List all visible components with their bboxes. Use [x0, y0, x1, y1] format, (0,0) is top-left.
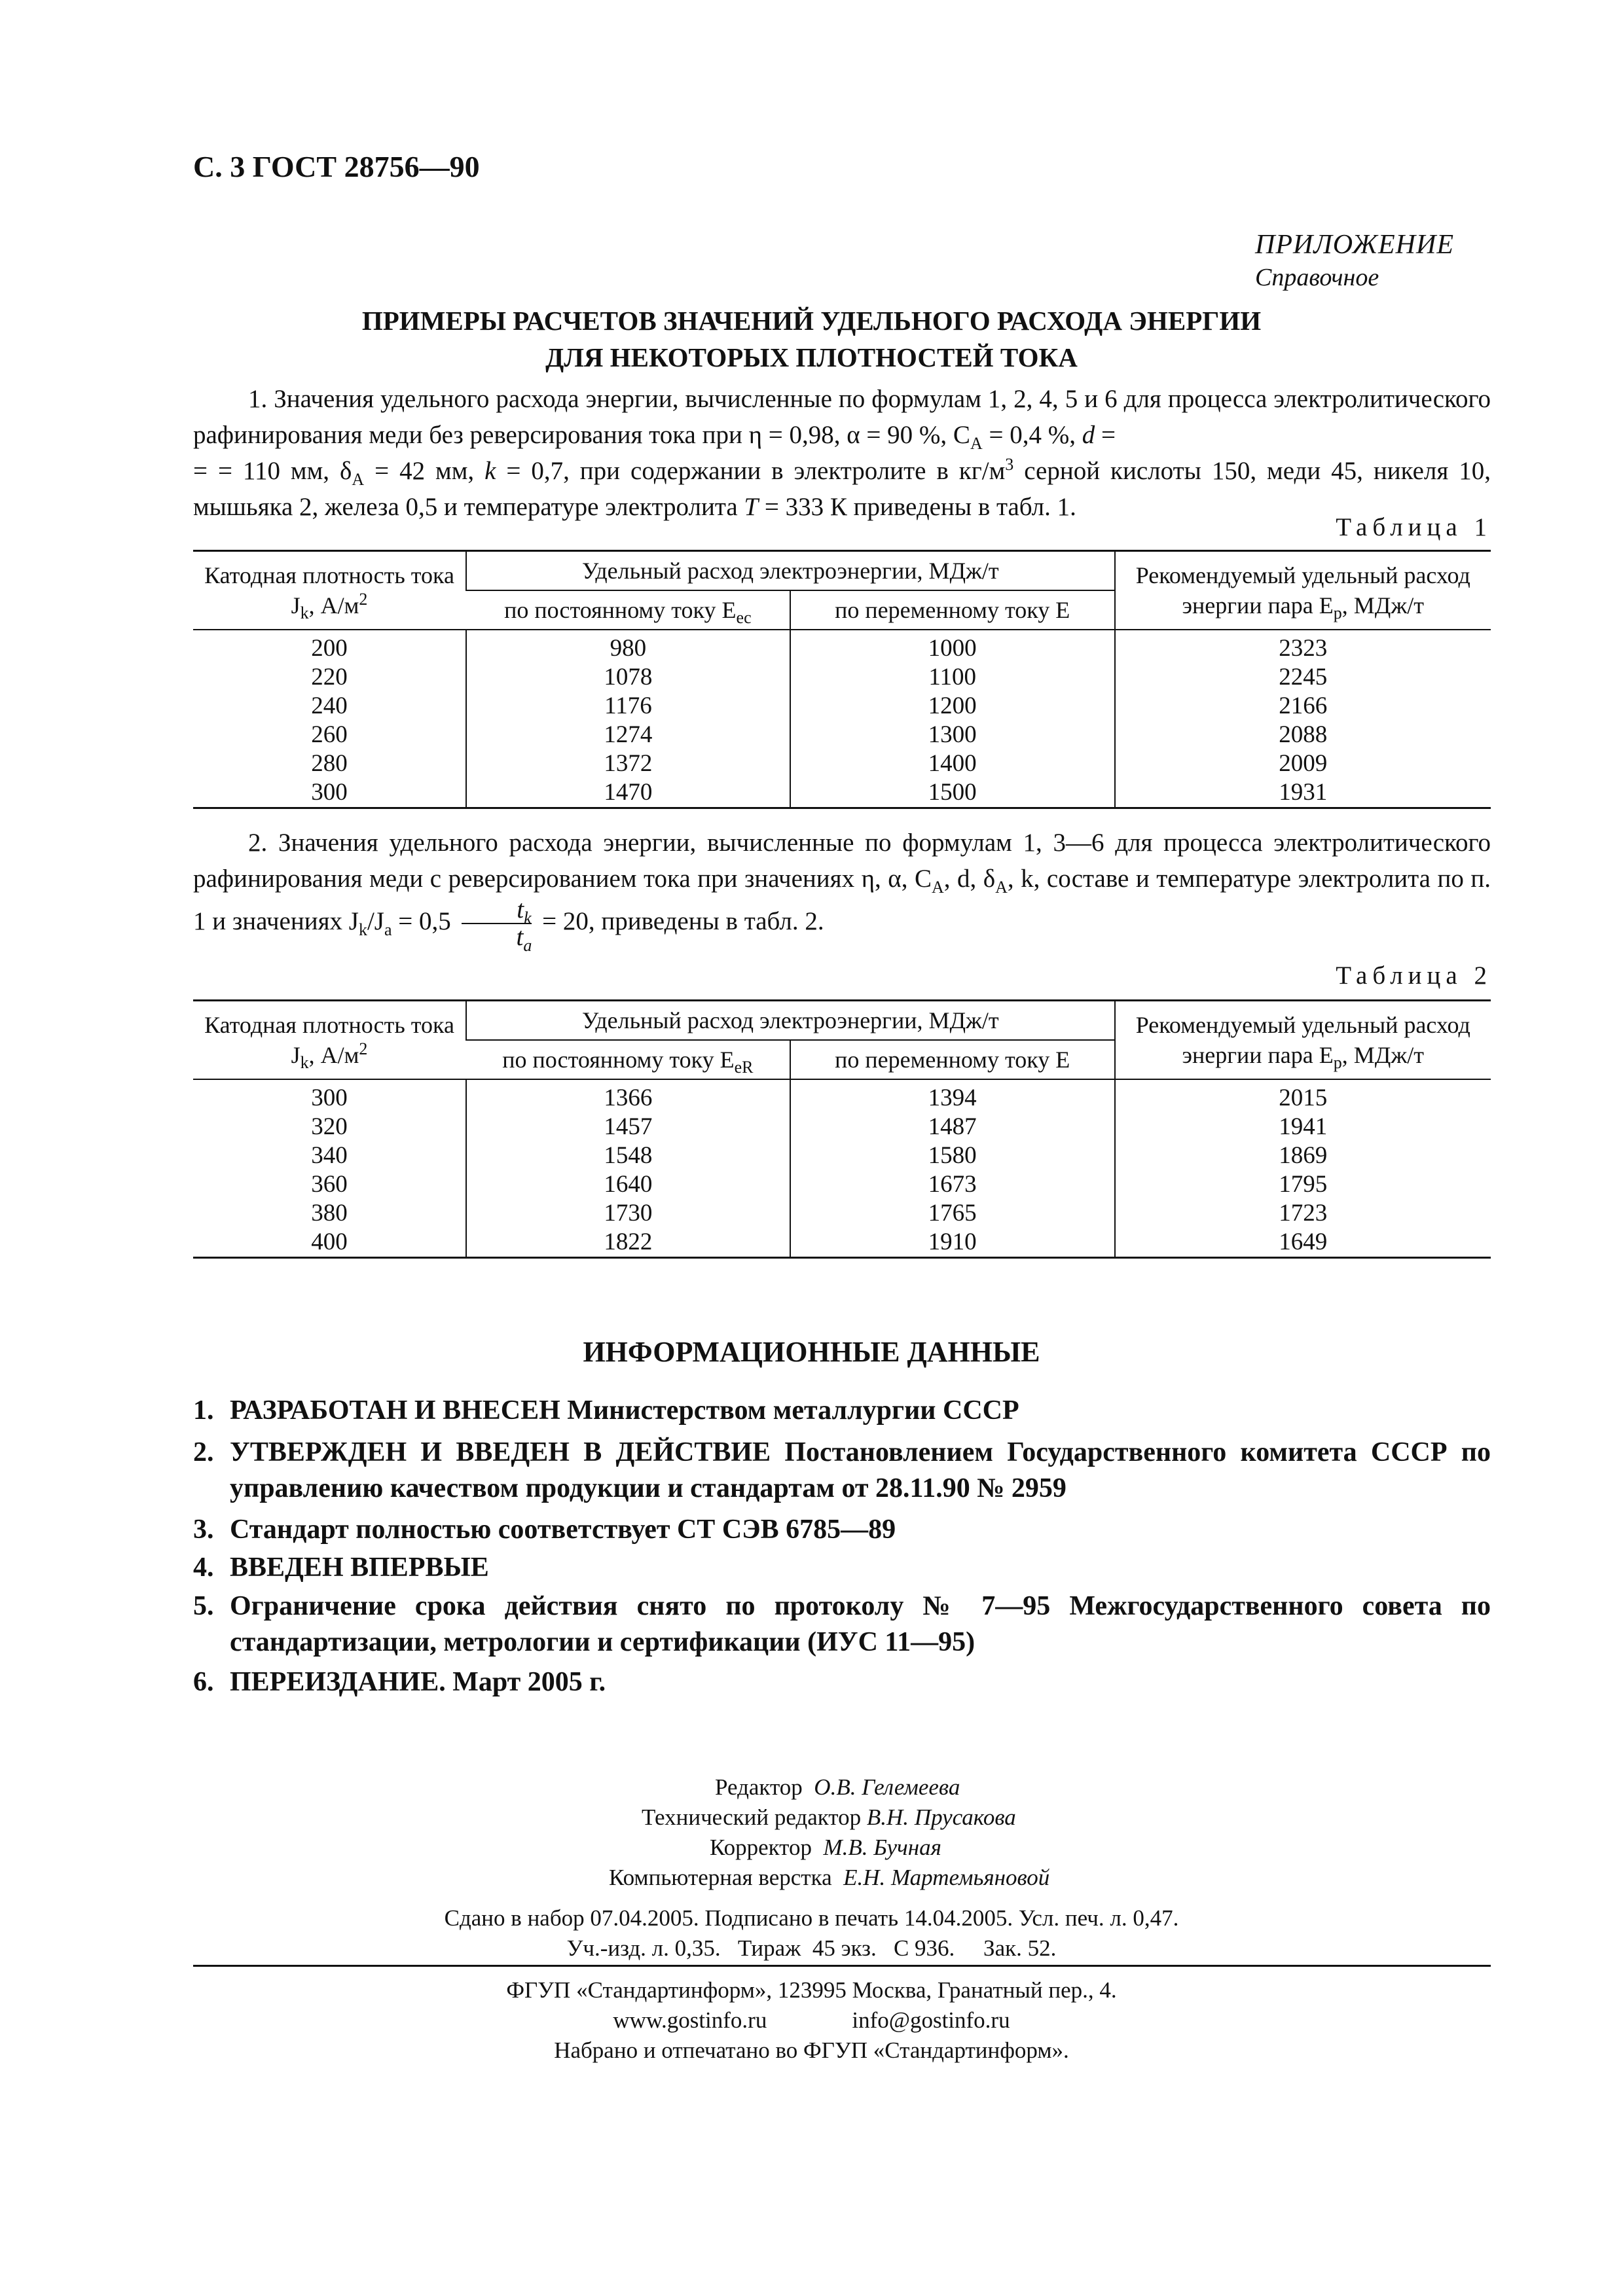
- table-2-group-header: Удельный расход электроэнергии, МДж/т: [466, 1001, 1115, 1041]
- table-cell: 1372: [466, 749, 790, 778]
- table-cell: 1730: [466, 1199, 790, 1228]
- table-cell: 1931: [1115, 778, 1491, 808]
- table-cell: 1394: [790, 1079, 1115, 1113]
- table-row: [193, 1079, 1491, 1113]
- table-row: [193, 1141, 1491, 1170]
- table-cell: 2009: [1115, 749, 1491, 778]
- table-2: [193, 999, 1491, 1259]
- table-cell: 1822: [466, 1228, 790, 1258]
- footer-rule: [193, 1965, 1491, 1967]
- table-2-sub-ac: по переменному току E: [790, 1040, 1115, 1079]
- publication-info: Сдано в набор 07.04.2005. Подписано в печать 14.04.2005. Усл. печ. л. 0,47. Уч.-изд. л. 0,35. Тираж 45 экз. С 936. Зак. 52.: [444, 1905, 1179, 1961]
- info-title: ИНФОРМАЦИОННЫЕ ДАННЫЕ: [583, 1336, 1040, 1368]
- table-cell: 1795: [1115, 1170, 1491, 1199]
- table-cell: 380: [311, 1200, 348, 1227]
- table-cell: 1274: [466, 721, 790, 749]
- table-cell: 2166: [1115, 692, 1491, 721]
- table-cell: 1910: [790, 1228, 1115, 1258]
- table-1-label: Таблица 1: [1336, 513, 1492, 541]
- table-cell: 2323: [1115, 630, 1491, 663]
- table-cell: 2015: [1115, 1079, 1491, 1113]
- table-row: [193, 663, 1491, 692]
- table-cell: 1941: [1115, 1113, 1491, 1141]
- table-row: [193, 1228, 1491, 1258]
- email-link[interactable]: info@gostinfo.ru: [852, 2007, 1010, 2033]
- title-line-2: ДЛЯ НЕКОТОРЫХ ПЛОТНОСТЕЙ ТОКА: [545, 342, 1078, 372]
- table-cell: 280: [311, 750, 348, 777]
- table-row: [193, 692, 1491, 721]
- table-cell: 1723: [1115, 1199, 1491, 1228]
- table-1: [193, 550, 1491, 809]
- info-item: 4. ВВЕДЕН ВПЕРВЫЕ: [193, 1552, 489, 1583]
- table-row: [193, 1113, 1491, 1141]
- page-header: С. 3 ГОСТ 28756—90: [193, 150, 480, 183]
- website-link[interactable]: www.gostinfo.ru: [613, 2007, 767, 2033]
- table-1-sub-dc: по постоянному току $E_{ec}$: [466, 590, 790, 630]
- table-1-col-steam: Рекомендуемый удельный расход энергии пара $E_р$, МДж/т: [1115, 551, 1491, 630]
- info-item: 5. Ограничение срока действия снято по протоколу № 7—95 Межгосударственного совета по стандартизации, метрологии и сертификации (ИУС 11—95): [193, 1591, 1491, 1657]
- table-1-sub-ac: по переменному току E: [790, 590, 1115, 630]
- appendix-kind: Справочное: [1255, 264, 1379, 291]
- table-row: [193, 749, 1491, 778]
- table-cell: 300: [311, 1085, 348, 1111]
- table-cell: 320: [311, 1113, 348, 1140]
- table-cell: 2245: [1115, 663, 1491, 692]
- table-cell: 1470: [466, 778, 790, 808]
- table-cell: 360: [311, 1171, 348, 1198]
- table-row: [193, 630, 1491, 663]
- section-1-paragraph: 1. Значения удельного расхода энергии, вычисленные по формулам 1, 2, 4, 5 и 6 для процесса электролитического рафинирования меди без реверсирования тока при η = 0,98, α = 90 %, $C_A = 0,4$ %, d = = = 110 мм, $\delta_A = 42$ мм, k = 0,7, при содержании в электролите в $кг/м^3$ серной кислоты 150, меди 45, никеля 10, мышьяка 2, железа 0,5 и температуре электролита T = 333 К приведены в табл. 1.: [193, 385, 1491, 521]
- table-cell: 1176: [466, 692, 790, 721]
- table-2-col-steam: Рекомендуемый удельный расход энергии пара $E_р$, МДж/т: [1115, 1001, 1491, 1080]
- table-cell: 1548: [466, 1141, 790, 1170]
- table-cell: 1300: [790, 721, 1115, 749]
- publisher-footer: ФГУП «Стандартинформ», 123995 Москва, Гранатный пер., 4. www.gostinfo.ru info@gostinfo.ru Набрано и отпечатано во ФГУП «Стандартинформ».: [506, 1977, 1117, 2063]
- table-2-col-current-density: Катодная плотность тока $J_k$, $А/м^2$: [193, 1001, 466, 1080]
- appendix-title: ПРИЛОЖЕНИЕ: [1255, 230, 1454, 260]
- table-row: [193, 721, 1491, 749]
- table-cell: 1200: [790, 692, 1115, 721]
- table-row: [193, 1170, 1491, 1199]
- table-row: [193, 1199, 1491, 1228]
- title-line-1: ПРИМЕРЫ РАСЧЕТОВ ЗНАЧЕНИЙ УДЕЛЬНОГО РАСХОДА ЭНЕРГИИ: [361, 306, 1262, 336]
- appendix-label: [1255, 229, 1454, 292]
- table-cell: 1649: [1115, 1228, 1491, 1258]
- table-row: [193, 778, 1491, 808]
- table-cell: 1500: [790, 778, 1115, 808]
- table-2-sub-dc: по постоянному току $E_{eR}$: [466, 1040, 790, 1079]
- info-item: 1. РАЗРАБОТАН И ВНЕСЕН Министерством металлургии СССР: [193, 1395, 1019, 1426]
- table-cell: 260: [311, 721, 348, 748]
- table-cell: 1869: [1115, 1141, 1491, 1170]
- table-cell: 1366: [466, 1079, 790, 1113]
- table-cell: 1100: [790, 663, 1115, 692]
- table-cell: 1400: [790, 749, 1115, 778]
- table-cell: 1000: [790, 630, 1115, 663]
- table-cell: 400: [193, 1228, 466, 1258]
- table-cell: 240: [311, 692, 348, 719]
- section-2-paragraph: 2. Значения удельного расхода энергии, вычисленные по формулам 1, 3—6 для процесса электролитического рафинирования меди с реверсированием тока при значениях η, α, $C_A$, d, $\delta_A$, k, составе и температуре электролита по п. 1 и значениях $J_k/J_a = 0,5$ $\frac{t_k}{t_a}$ = 20, приведены в табл. 2.: [193, 829, 1491, 955]
- table-cell: 300: [193, 778, 466, 808]
- table-1-group-header: Удельный расход электроэнергии, МДж/т: [466, 551, 1115, 591]
- table-cell: 1765: [790, 1199, 1115, 1228]
- info-item: 3. Стандарт полностью соответствует СТ СЭВ 6785—89: [193, 1515, 896, 1545]
- table-cell: 200: [311, 635, 348, 662]
- table-cell: 1580: [790, 1141, 1115, 1170]
- table-cell: 980: [466, 630, 790, 663]
- table-1-col-current-density: Катодная плотность тока $J_k$, $А/м^2$: [193, 551, 466, 630]
- table-2-label: Таблица 2: [1336, 961, 1492, 990]
- table-cell: 2088: [1115, 721, 1491, 749]
- table-cell: 220: [311, 664, 348, 691]
- table-cell: 1457: [466, 1113, 790, 1141]
- table-cell: 1078: [466, 663, 790, 692]
- table-cell: 1673: [790, 1170, 1115, 1199]
- info-item: 6. ПЕРЕИЗДАНИЕ. Март 2005 г.: [193, 1667, 606, 1697]
- table-cell: 1487: [790, 1113, 1115, 1141]
- credits: Редактор О.В. Гелемеева Технический редактор В.Н. Прусакова Корректор М.В. Бучная Компьютерная верстка Е.Н. Мартемьяновой: [609, 1774, 1050, 1890]
- document-title: [0, 302, 1623, 376]
- table-cell: 1640: [466, 1170, 790, 1199]
- table-cell: 340: [311, 1142, 348, 1169]
- info-item: 2. УТВЕРЖДЕН И ВВЕДЕН В ДЕЙСТВИЕ Постановлением Государственного комитета СССР по управлению качеством продукции и стандартам от 28.11.90 № 2959: [193, 1437, 1491, 1503]
